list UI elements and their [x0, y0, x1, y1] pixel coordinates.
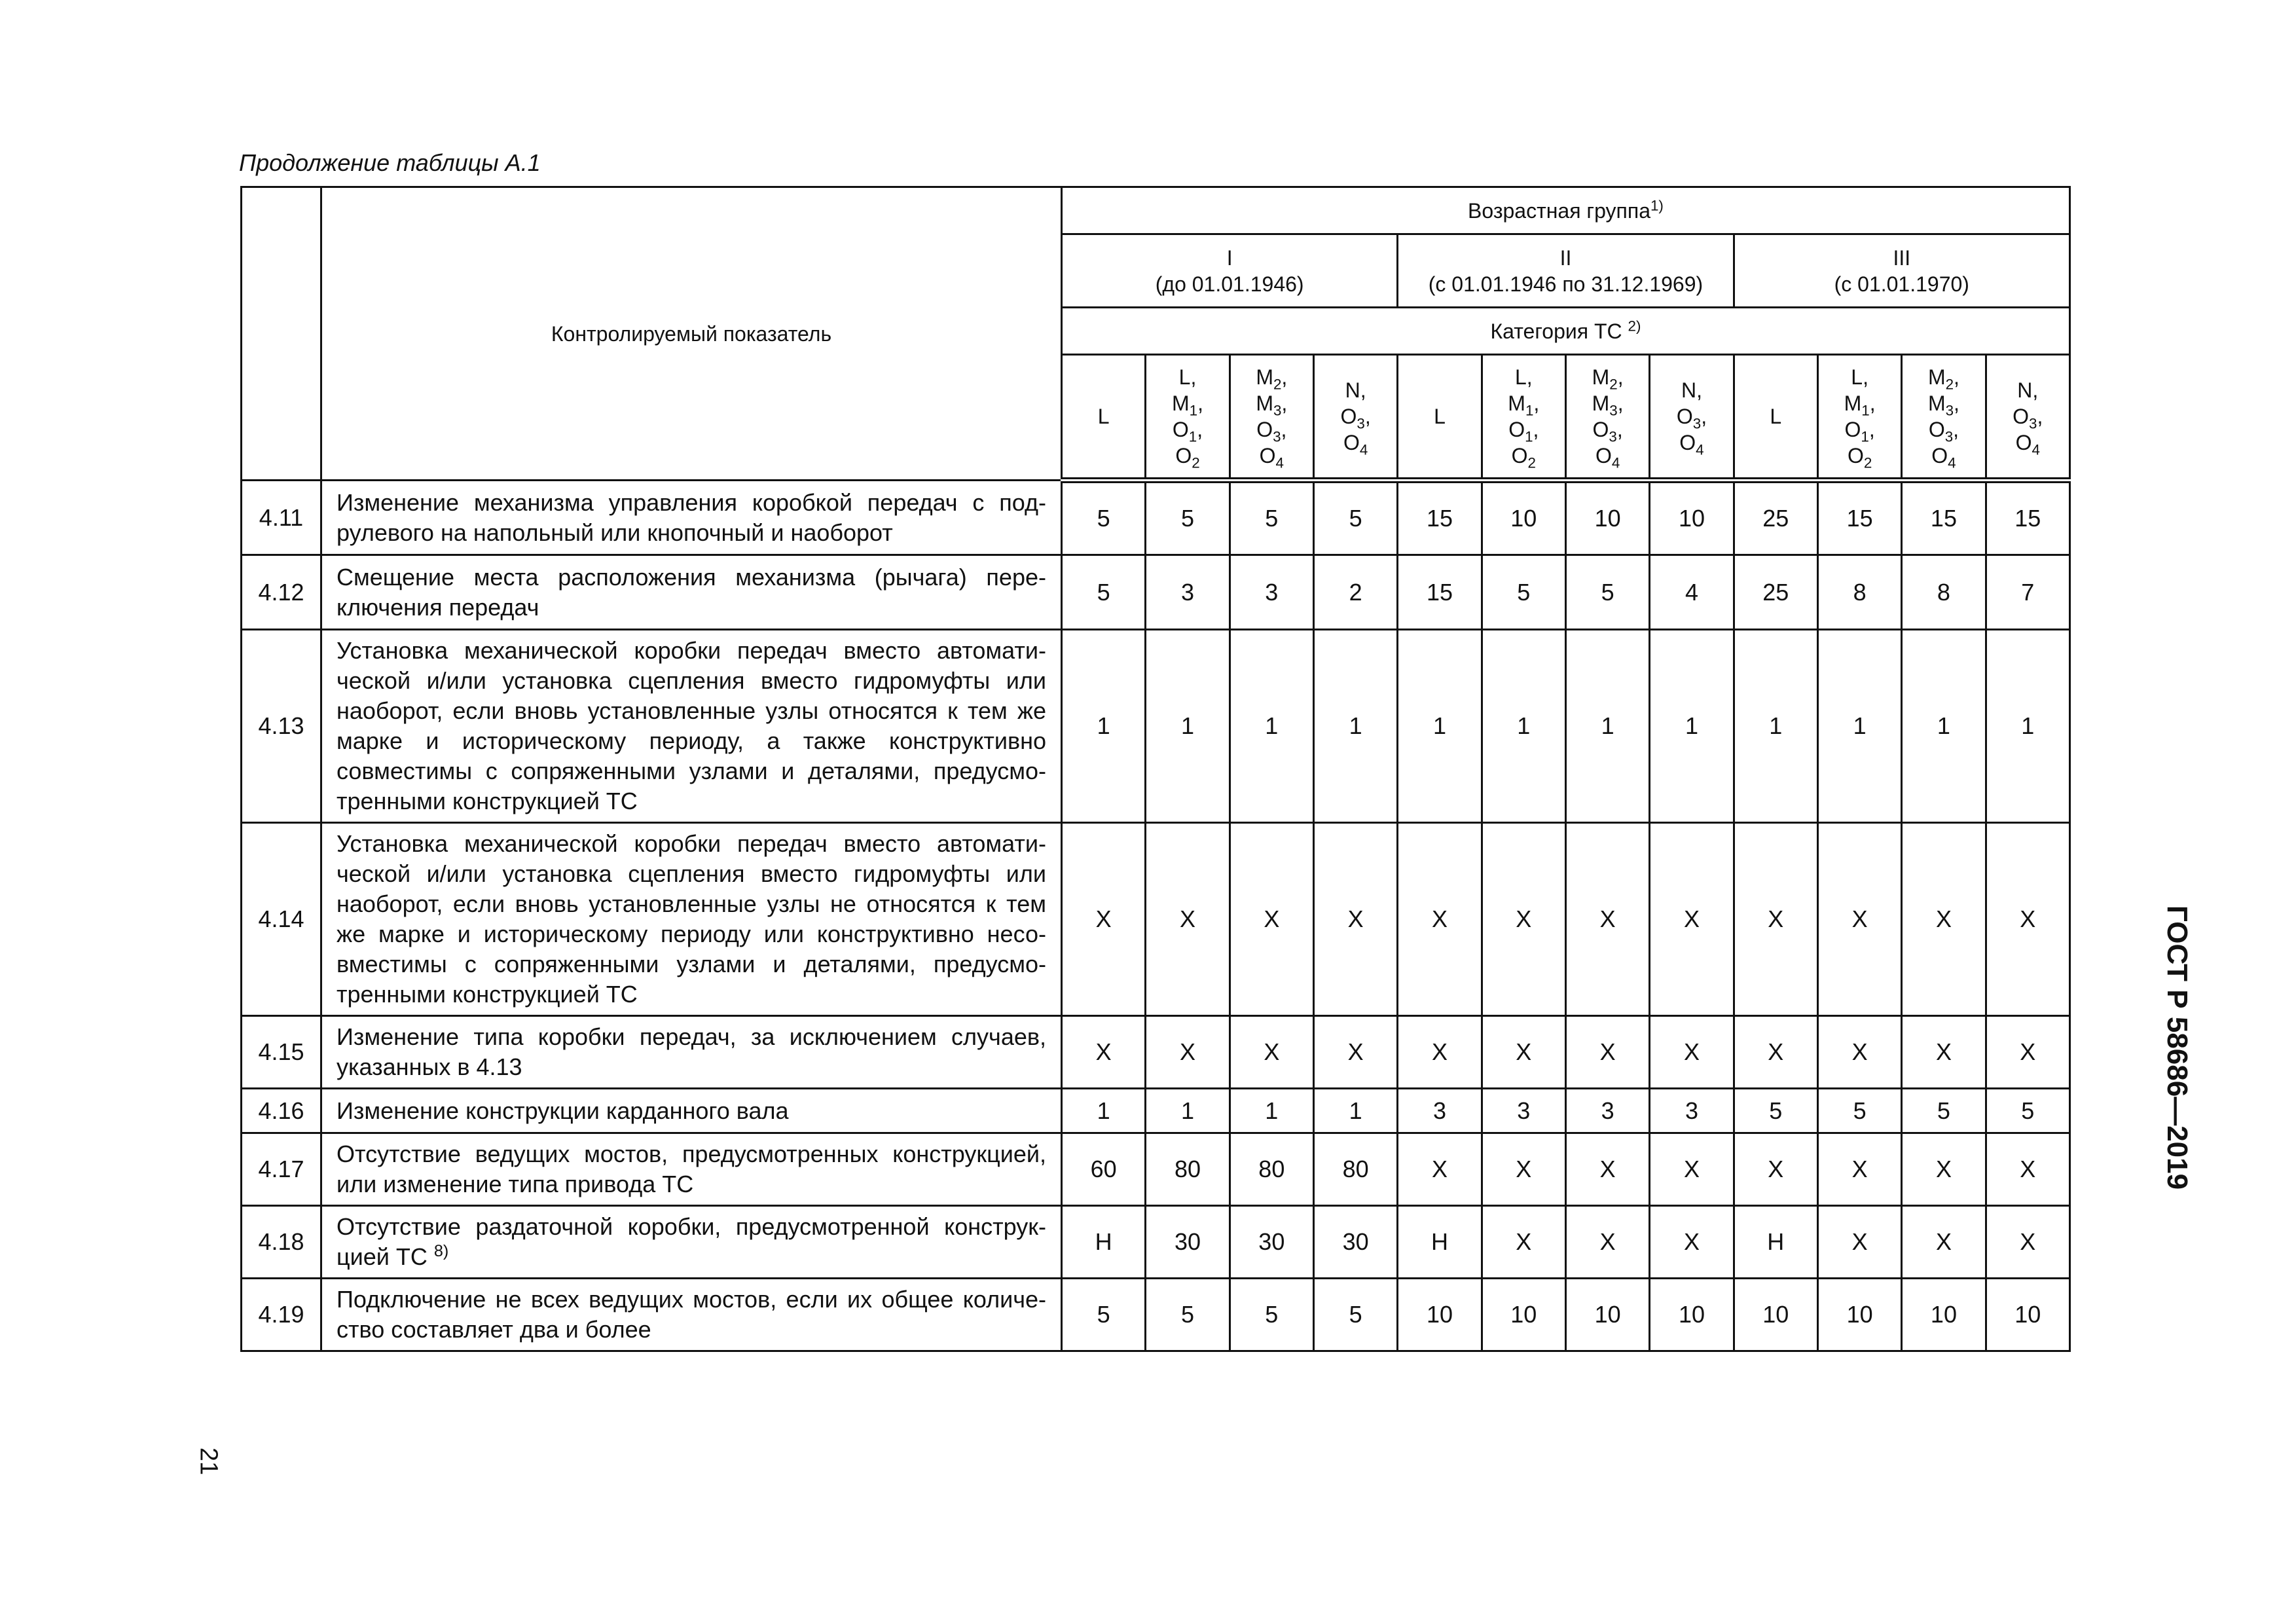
category-index: 4 — [1948, 454, 1956, 471]
value-cell: 5 — [1817, 1089, 1901, 1133]
value-cell: 3 — [1398, 1089, 1482, 1133]
value-cell: 1 — [1817, 630, 1901, 823]
value-cell: 5 — [1902, 1089, 1986, 1133]
category-letter: O — [2013, 405, 2030, 428]
value-cell: 15 — [1398, 555, 1482, 630]
category-letter: , — [1701, 405, 1707, 428]
category-letter: M — [1256, 392, 1273, 415]
category-letter: M — [1927, 365, 1946, 389]
value-cell: 5 — [1565, 555, 1649, 630]
category-index: 3 — [1273, 402, 1282, 419]
category-code — [1567, 390, 1649, 419]
value-cell: 10 — [1817, 1279, 1901, 1351]
category-subcolumn — [1817, 355, 1901, 481]
category-subcolumn — [1062, 355, 1146, 481]
indicator-text: Изменение типа коробки передач, за исключением случаев, указанных в 4.13 — [337, 1023, 1046, 1080]
category-letter: N, — [1345, 378, 1366, 402]
value-cell: 10 — [1398, 1279, 1482, 1351]
value-cell: 5 — [1230, 481, 1313, 555]
category-index: 2 — [1609, 376, 1618, 393]
value-cell: 1 — [1986, 630, 2069, 823]
category-letter: O — [1256, 418, 1273, 441]
value-cell: 15 — [1817, 481, 1901, 555]
value-cell: 5 — [1986, 1089, 2069, 1133]
category-letter: , — [1617, 365, 1624, 389]
value-cell: 10 — [1565, 1279, 1649, 1351]
value-cell: 1 — [1482, 630, 1565, 823]
table-header — [242, 187, 2070, 481]
value-cell: 10 — [1482, 481, 1565, 555]
category-letter: , — [2037, 405, 2043, 428]
category-code — [1567, 443, 1649, 469]
category-letter: L, — [1178, 365, 1197, 389]
category-letter: O — [1592, 418, 1609, 441]
value-cell: 1 — [1398, 630, 1482, 823]
category-code — [1987, 403, 2069, 432]
value-cell: 3 — [1565, 1089, 1649, 1133]
value-cell: X — [1817, 1133, 1901, 1206]
category-code — [1650, 403, 1732, 432]
value-cell: 2 — [1313, 555, 1397, 630]
value-cell: 15 — [1398, 481, 1482, 555]
value-cell: 1 — [1230, 630, 1313, 823]
value-cell: X — [1734, 823, 1817, 1016]
category-index: 3 — [1692, 415, 1702, 432]
table-row — [242, 630, 2070, 823]
category-code — [1987, 429, 2069, 456]
value-cell: X — [1146, 1016, 1230, 1089]
value-cell: X — [1482, 1016, 1565, 1089]
category-letter: O — [1511, 444, 1528, 467]
category-header — [1062, 308, 2070, 355]
category-letter: O — [1172, 418, 1189, 441]
category-subcolumn — [1482, 355, 1565, 481]
category-index: 2 — [1273, 376, 1282, 393]
value-cell: 10 — [1650, 1279, 1734, 1351]
category-label: Категория ТС — [1490, 319, 1622, 343]
indicator-header: Контролируемый показатель — [321, 187, 1062, 481]
category-index: 1 — [1861, 402, 1870, 419]
value-cell: 1 — [1565, 630, 1649, 823]
value-cell: 5 — [1062, 481, 1146, 555]
category-code — [1735, 403, 1817, 429]
value-cell: X — [1398, 1133, 1482, 1206]
value-cell: X — [1986, 823, 2069, 1016]
category-code — [1146, 364, 1228, 390]
category-code — [1231, 443, 1313, 469]
value-cell: X — [1817, 1206, 1901, 1279]
category-code — [1819, 416, 1901, 443]
table-row — [242, 1089, 2070, 1133]
value-cell: X — [1482, 1133, 1565, 1206]
table-caption: Продолжение таблицы А.1 — [239, 149, 541, 176]
category-letter: M — [1171, 392, 1190, 415]
value-cell: 7 — [1986, 555, 2069, 630]
row-number: 4.16 — [242, 1089, 321, 1133]
value-cell: X — [1650, 1016, 1734, 1089]
age-group-label: Возрастная группа — [1468, 198, 1650, 223]
value-cell: 10 — [1650, 481, 1734, 555]
category-code — [1146, 390, 1228, 419]
value-cell: 10 — [1482, 1279, 1565, 1351]
category-code — [1650, 429, 1732, 456]
category-letter: M — [1592, 392, 1610, 415]
indicator-text: Отсутствие раздаточной коробки, предусмотренной конструкцией ТС — [337, 1213, 1046, 1270]
category-letter: , — [1281, 365, 1288, 389]
value-cell: X — [1734, 1133, 1817, 1206]
value-cell: 30 — [1146, 1206, 1230, 1279]
category-index: 4 — [1696, 441, 1704, 458]
row-number: 4.13 — [242, 630, 321, 823]
category-letter: M — [1844, 392, 1862, 415]
indicator-text: Смещение места расположения механизма (рычага) переключения передач — [337, 563, 1046, 621]
value-cell: X — [1398, 1016, 1482, 1089]
category-letter: L — [1434, 405, 1446, 428]
category-letter: N, — [2017, 378, 2039, 402]
category-subcolumn — [1146, 355, 1230, 481]
age-group-roman: III — [1893, 246, 1911, 270]
category-subcolumn — [1230, 355, 1313, 481]
indicator-text: Установка механической коробки передач вместо автоматической и/или установка сцепления вместо гидромуфты или наоборот, если вновь установленные узлы не относятся к тем же марке и историческому периоду или конструктивно несовместимы с сопряженными узлами и деталями, предусмотренными конструкцией ТС — [337, 830, 1046, 1008]
value-cell: 15 — [1986, 481, 2069, 555]
value-cell: 10 — [1734, 1279, 1817, 1351]
row-number: 4.14 — [242, 823, 321, 1016]
category-subcolumn — [1902, 355, 1986, 481]
category-letter: , — [1954, 365, 1959, 389]
row-indicator — [321, 630, 1062, 823]
category-code — [1483, 416, 1565, 443]
row-number: 4.15 — [242, 1016, 321, 1089]
category-code — [1903, 390, 1984, 419]
category-code — [1483, 364, 1565, 390]
value-cell: 5 — [1734, 1089, 1817, 1133]
category-code — [1819, 390, 1901, 419]
category-code — [1987, 377, 2069, 403]
value-cell: 5 — [1062, 555, 1146, 630]
category-index: 2 — [1863, 454, 1872, 471]
category-code — [1315, 377, 1396, 403]
table-body — [242, 481, 2070, 1351]
category-index: 3 — [1357, 415, 1365, 432]
value-cell: 5 — [1313, 481, 1397, 555]
age-group-range: (до 01.01.1946) — [1155, 272, 1304, 296]
category-subcolumn — [1734, 355, 1817, 481]
value-cell: X — [1650, 823, 1734, 1016]
value-cell: Н — [1734, 1206, 1817, 1279]
value-cell: X — [1230, 1016, 1313, 1089]
category-code — [1903, 443, 1984, 469]
value-cell: 25 — [1734, 555, 1817, 630]
category-code — [1819, 364, 1901, 390]
category-letter: , — [1868, 418, 1875, 441]
category-code — [1650, 377, 1732, 403]
value-cell: X — [1565, 1016, 1649, 1089]
category-index: 1 — [1189, 402, 1198, 419]
category-letter: , — [1281, 392, 1288, 415]
value-cell: X — [1734, 1016, 1817, 1089]
category-letter: , — [1364, 405, 1371, 428]
category-index: 3 — [1944, 428, 1954, 445]
value-cell: 1 — [1734, 630, 1817, 823]
age-group-header — [1062, 187, 2070, 234]
category-code — [1231, 364, 1313, 393]
value-cell: Н — [1398, 1206, 1482, 1279]
row-indicator — [321, 823, 1062, 1016]
value-cell: 25 — [1734, 481, 1817, 555]
indicator-text: Изменение конструкции карданного вала — [337, 1097, 789, 1124]
row-number: 4.17 — [242, 1133, 321, 1206]
age-group-roman: II — [1559, 246, 1572, 270]
category-code — [1315, 403, 1396, 432]
category-index: 3 — [1273, 428, 1281, 445]
category-index: 2 — [1192, 454, 1200, 471]
category-letter: O — [1679, 431, 1696, 454]
category-index: 3 — [2029, 415, 2037, 432]
value-cell: X — [1902, 1206, 1986, 1279]
category-code — [1819, 443, 1901, 469]
category-letter: O — [2015, 431, 2032, 454]
category-letter: , — [1869, 392, 1876, 415]
category-letter: L, — [1851, 365, 1868, 389]
value-cell: 5 — [1482, 555, 1565, 630]
value-cell: 5 — [1146, 481, 1230, 555]
category-code — [1231, 390, 1313, 419]
category-code — [1398, 403, 1480, 429]
category-letter: , — [1197, 392, 1203, 415]
category-code — [1903, 416, 1984, 443]
row-number: 4.12 — [242, 555, 321, 630]
category-letter: O — [1343, 431, 1360, 454]
value-cell: X — [1986, 1016, 2069, 1089]
value-cell: 5 — [1230, 1279, 1313, 1351]
value-cell: X — [1902, 1016, 1986, 1089]
category-letter: M — [1256, 365, 1273, 389]
category-letter: N, — [1681, 378, 1702, 402]
category-code — [1903, 364, 1984, 393]
value-cell: X — [1482, 1206, 1565, 1279]
category-code — [1146, 443, 1228, 469]
document-standard-number: ГОСТ Р 58686—2019 — [2161, 905, 2193, 1190]
value-cell: 10 — [1986, 1279, 2069, 1351]
table-row — [242, 1279, 2070, 1351]
row-indicator — [321, 1279, 1062, 1351]
row-indicator — [321, 1133, 1062, 1206]
category-index: 1 — [1861, 428, 1869, 445]
category-letter: O — [1931, 444, 1948, 467]
value-cell: 30 — [1313, 1206, 1397, 1279]
category-letter: , — [1197, 418, 1203, 441]
category-subcolumn — [1565, 355, 1649, 481]
age-group-2 — [1398, 234, 1734, 308]
category-code — [1063, 403, 1144, 429]
table-row — [242, 555, 2070, 630]
category-letter: O — [1844, 418, 1861, 441]
category-subcolumn — [1986, 355, 2069, 481]
value-cell: X — [1817, 823, 1901, 1016]
category-letter: O — [1595, 444, 1612, 467]
value-cell: X — [1146, 823, 1230, 1016]
category-letter: O — [1175, 444, 1192, 467]
category-index: 1 — [1525, 428, 1533, 445]
value-cell: 1 — [1062, 630, 1146, 823]
category-code — [1567, 416, 1649, 443]
value-cell: 5 — [1146, 1279, 1230, 1351]
category-index: 3 — [1945, 402, 1954, 419]
category-letter: , — [1617, 392, 1624, 415]
value-cell: X — [1986, 1133, 2069, 1206]
indicator-text: Отсутствие ведущих мостов, предусмотренных конструкцией, или изменение типа привода ТС — [337, 1140, 1046, 1197]
category-index: 4 — [1611, 454, 1620, 471]
category-letter: M — [1592, 365, 1610, 389]
category-letter: , — [1616, 418, 1623, 441]
indicator-text: Установка механической коробки передач вместо автоматической и/или установка сцепления вместо гидромуфты или наоборот, если вновь установленные узлы относятся к тем же марке и историческому периоду, а также конструктивно совместимы с сопряженными узлами и деталями, предусмотренными конструкцией ТС — [337, 637, 1046, 814]
category-letter: , — [1533, 392, 1540, 415]
value-cell: X — [1650, 1133, 1734, 1206]
category-code — [1483, 443, 1565, 469]
value-cell: 5 — [1313, 1279, 1397, 1351]
category-index: 3 — [1609, 428, 1617, 445]
category-letter: L, — [1514, 365, 1533, 389]
value-cell: 1 — [1902, 630, 1986, 823]
value-cell: Н — [1062, 1206, 1146, 1279]
value-cell: X — [1565, 823, 1649, 1016]
value-cell: 4 — [1650, 555, 1734, 630]
value-cell: 8 — [1817, 555, 1901, 630]
requirements-table — [240, 186, 2071, 1352]
value-cell: 1 — [1313, 630, 1397, 823]
category-letter: , — [1954, 392, 1959, 415]
age-group-range: (с 01.01.1970) — [1834, 272, 1969, 296]
category-subcolumn — [1398, 355, 1482, 481]
age-group-3 — [1734, 234, 2069, 308]
table-row — [242, 1016, 2070, 1089]
category-letter: L — [1770, 405, 1782, 428]
value-cell: 1 — [1230, 1089, 1313, 1133]
value-cell: X — [1902, 823, 1986, 1016]
value-cell: 80 — [1230, 1133, 1313, 1206]
table-row — [242, 1133, 2070, 1206]
category-code — [1146, 416, 1228, 443]
value-cell: 1 — [1146, 630, 1230, 823]
category-letter: O — [1676, 405, 1693, 428]
value-cell: 1 — [1062, 1089, 1146, 1133]
indicator-text: Подключение не всех ведущих мостов, если их общее количество составляет два и более — [337, 1286, 1046, 1343]
value-cell: 1 — [1650, 630, 1734, 823]
indicator-text: Изменение механизма управления коробкой передач с подрулевого на напольный или кнопочный и наоборот — [337, 488, 1046, 546]
row-indicator — [321, 1206, 1062, 1279]
row-indicator — [321, 1089, 1062, 1133]
table-row — [242, 1206, 2070, 1279]
value-cell: 3 — [1146, 555, 1230, 630]
value-cell: X — [1817, 1016, 1901, 1089]
value-cell: X — [1565, 1133, 1649, 1206]
age-group-roman: I — [1226, 246, 1233, 270]
value-cell: X — [1230, 823, 1313, 1016]
value-cell: 3 — [1650, 1089, 1734, 1133]
category-letter: , — [1533, 418, 1539, 441]
category-letter: O — [1508, 418, 1525, 441]
category-letter: O — [1259, 444, 1276, 467]
value-cell: 15 — [1902, 481, 1986, 555]
value-cell: 3 — [1230, 555, 1313, 630]
value-cell: 80 — [1146, 1133, 1230, 1206]
row-indicator — [321, 481, 1062, 555]
value-cell: X — [1313, 823, 1397, 1016]
category-code — [1315, 429, 1396, 456]
page-number: 21 — [194, 1447, 223, 1476]
value-cell: X — [1313, 1016, 1397, 1089]
row-number: 4.18 — [242, 1206, 321, 1279]
row-number: 4.19 — [242, 1279, 321, 1351]
row-indicator — [321, 1016, 1062, 1089]
value-cell: 10 — [1902, 1279, 1986, 1351]
value-cell: 80 — [1313, 1133, 1397, 1206]
category-letter: L — [1097, 405, 1110, 428]
value-cell: X — [1986, 1206, 2069, 1279]
footnote-marker: 8) — [433, 1242, 449, 1260]
category-index: 4 — [2032, 441, 2040, 458]
row-indicator — [321, 555, 1062, 630]
value-cell: X — [1398, 823, 1482, 1016]
category-index: 3 — [1609, 402, 1618, 419]
value-cell: X — [1482, 823, 1565, 1016]
category-code — [1231, 416, 1313, 443]
category-index: 4 — [1275, 454, 1284, 471]
category-index: 1 — [1188, 428, 1197, 445]
age-group-footnote: 1) — [1650, 196, 1664, 213]
value-cell: 3 — [1482, 1089, 1565, 1133]
category-letter: O — [1340, 405, 1357, 428]
value-cell: 5 — [1062, 1279, 1146, 1351]
value-cell: 8 — [1902, 555, 1986, 630]
category-letter: , — [1281, 418, 1287, 441]
category-code — [1567, 364, 1649, 393]
value-cell: 1 — [1146, 1089, 1230, 1133]
value-cell: 10 — [1565, 481, 1649, 555]
value-cell: X — [1565, 1206, 1649, 1279]
category-letter: M — [1508, 392, 1525, 415]
value-cell: X — [1902, 1133, 1986, 1206]
value-cell: X — [1650, 1206, 1734, 1279]
category-subcolumn — [1313, 355, 1397, 481]
value-cell: 30 — [1230, 1206, 1313, 1279]
category-letter: , — [1953, 418, 1959, 441]
row-number: 4.11 — [242, 481, 321, 555]
value-cell: X — [1062, 823, 1146, 1016]
category-code — [1483, 390, 1565, 419]
category-footnote: 2) — [1628, 317, 1641, 334]
age-group-range: (с 01.01.1946 по 31.12.1969) — [1428, 272, 1704, 296]
category-index: 1 — [1525, 402, 1534, 419]
category-letter: O — [1928, 418, 1945, 441]
age-group-1 — [1062, 234, 1398, 308]
category-subcolumn — [1650, 355, 1734, 481]
category-letter: M — [1927, 392, 1946, 415]
number-header — [242, 187, 321, 481]
value-cell: 1 — [1313, 1089, 1397, 1133]
value-cell: X — [1062, 1016, 1146, 1089]
category-index: 2 — [1945, 376, 1954, 393]
category-index: 4 — [1359, 441, 1368, 458]
category-index: 2 — [1527, 454, 1536, 471]
category-letter: O — [1847, 444, 1864, 467]
table-row — [242, 481, 2070, 555]
table-row — [242, 823, 2070, 1016]
value-cell: 60 — [1062, 1133, 1146, 1206]
